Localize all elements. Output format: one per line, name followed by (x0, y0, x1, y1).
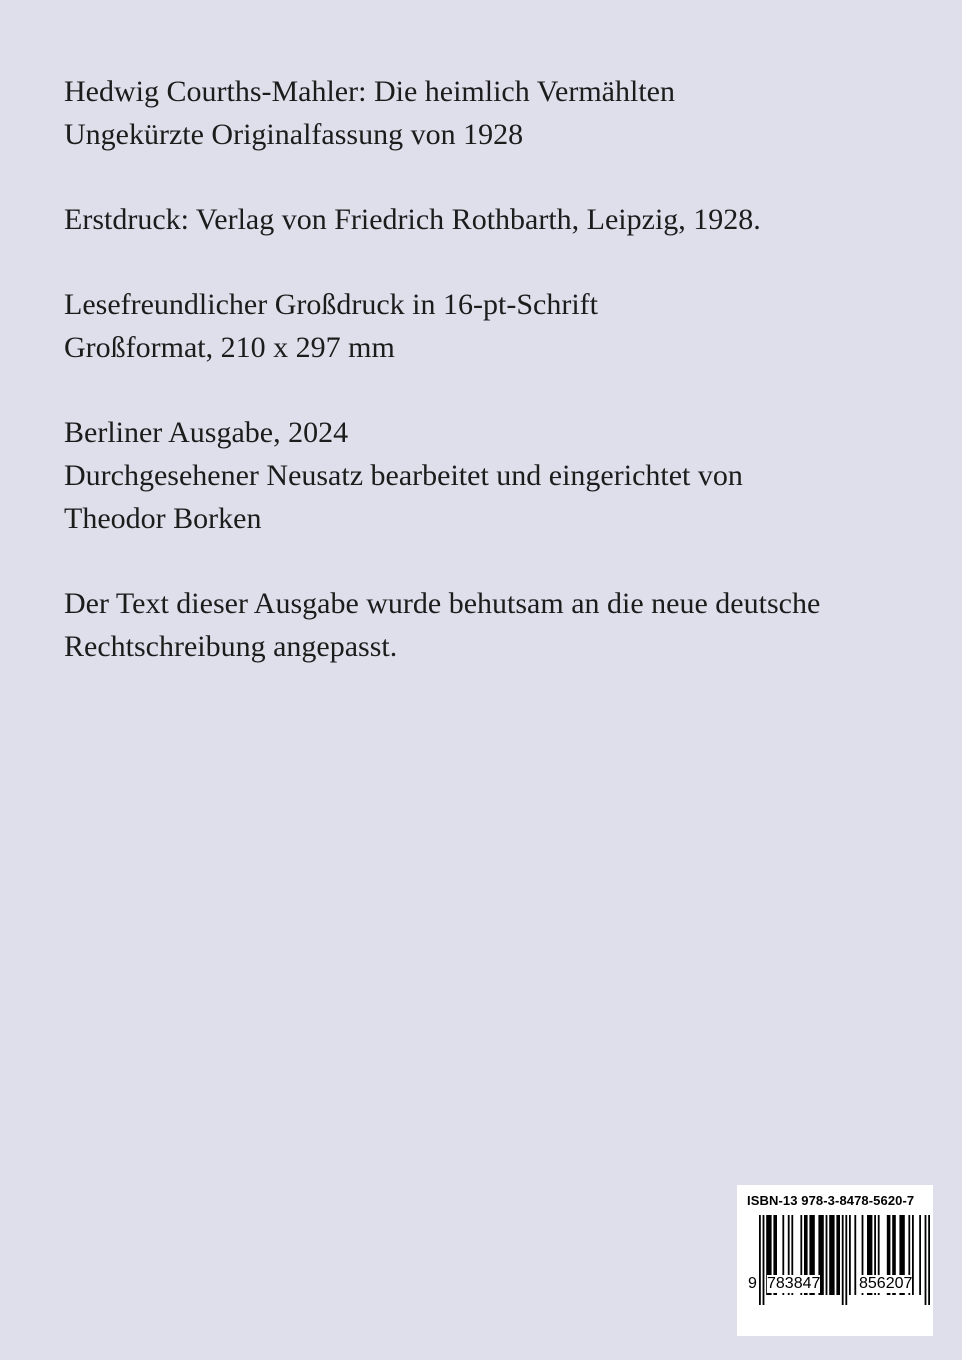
barcode-left-digits: 783847 (767, 1275, 821, 1292)
barcode-guard-bar (928, 1215, 930, 1305)
barcode-bar (854, 1215, 856, 1295)
barcode-bar (829, 1215, 834, 1295)
format-paragraph (64, 283, 924, 369)
editor-name-line: Theodor Borken (64, 502, 262, 535)
barcode-first-digit: 9 (748, 1275, 757, 1292)
orthography-paragraph (64, 582, 924, 668)
barcode-bar (826, 1215, 828, 1295)
barcode-bars (737, 1185, 933, 1336)
page-format-line: Großformat, 210 x 297 mm (64, 331, 395, 364)
edition-year-line: Berliner Ausgabe, 2024 (64, 416, 349, 449)
barcode-guard-bar (925, 1215, 927, 1305)
barcode-guard-bar (763, 1215, 765, 1305)
orthography-line-1: Der Text dieser Ausgabe wurde behutsam an die neue deutsche (64, 587, 821, 620)
font-size-line: Lesefreundlicher Großdruck in 16-pt-Schrift (64, 288, 598, 321)
barcode-bar (836, 1215, 840, 1295)
barcode-bar (919, 1215, 921, 1295)
barcode-guard-bar (759, 1215, 761, 1305)
edition-line: Ungekürzte Originalfassung von 1928 (64, 118, 524, 151)
barcode-right-digits: 856207 (859, 1275, 913, 1292)
isbn-barcode (737, 1185, 933, 1336)
editor-line: Durchgesehener Neusatz bearbeitet und eingerichtet von (64, 459, 743, 492)
first-print-paragraph (64, 198, 924, 241)
imprint-text (64, 70, 924, 710)
edition-paragraph (64, 411, 924, 540)
isbn-label: ISBN-13 978-3-8478-5620-7 (747, 1193, 915, 1208)
title-paragraph (64, 70, 924, 156)
barcode-guard-bar (842, 1215, 844, 1305)
orthography-line-2: Rechtschreibung angepasst. (64, 630, 398, 663)
barcode-guard-bar (845, 1215, 847, 1305)
first-print-line: Erstdruck: Verlag von Friedrich Rothbarth, Leipzig, 1928. (64, 203, 761, 236)
author-title-line: Hedwig Courths-Mahler: Die heimlich Vermählten (64, 75, 675, 108)
barcode-bar (849, 1215, 851, 1295)
